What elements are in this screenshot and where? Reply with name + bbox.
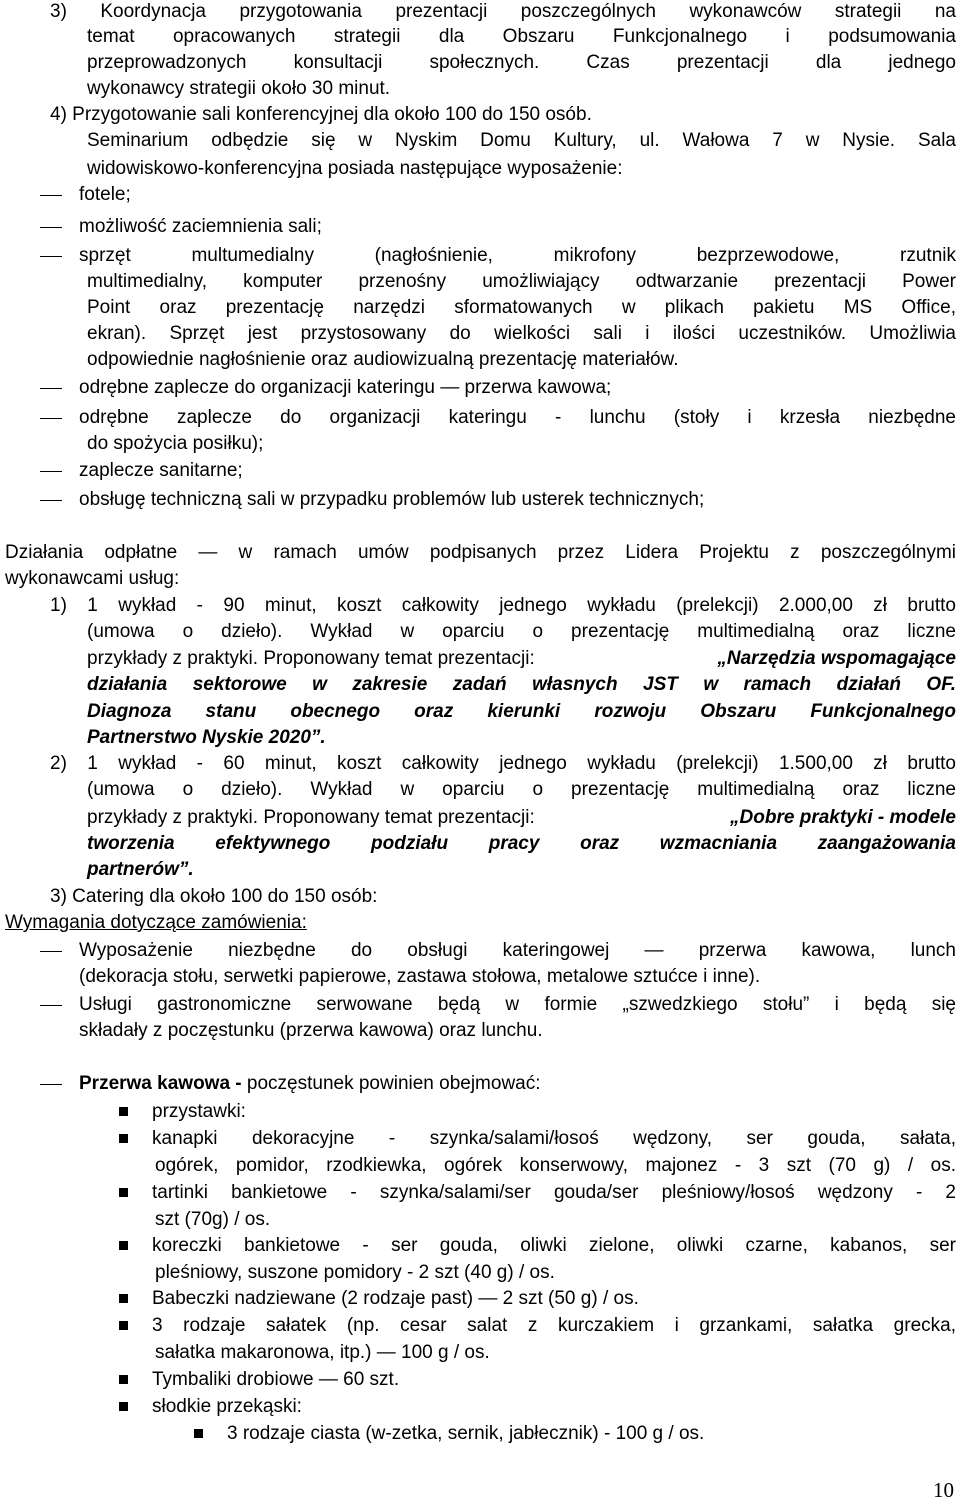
square-bullet [119, 1107, 128, 1116]
dash-bullet [40, 256, 62, 257]
lecture-1-line-2: (umowa o dzieło). Wykład w oparciu o prezentację multimedialną oraz liczne [87, 621, 956, 642]
lecture-2-line-3 [87, 805, 956, 831]
lecture-2-topic-start: „Dobre praktyki - modele [730, 807, 956, 828]
menu-subitem: 3 rodzaje ciasta (w-zetka, sernik, jabłecznik) - 100 g / os. [227, 1423, 705, 1444]
lecture-2-line-2: (umowa o dzieło). Wykład w oparciu o prezentację multimedialną oraz liczne [87, 779, 956, 800]
requirements-heading: Wymagania dotyczące zamówienia: [5, 912, 307, 933]
square-bullet [119, 1375, 128, 1384]
equipment-item: odrębne zaplecze do organizacji kateringu - lunchu (stoły i krzesła niezbędne [79, 407, 956, 428]
equipment-item: odrębne zaplecze do organizacji kateringu — przerwa kawowa; [79, 377, 612, 398]
equipment-item-cont: odpowiednie nagłośnienie oraz audiowizualną prezentację materiałów. [87, 349, 679, 370]
equipment-item-cont: multimedialny, komputer przenośny umożliwiający odtwarzanie prezentacji Power [87, 271, 956, 292]
dash-bullet [40, 951, 62, 952]
square-bullet [119, 1294, 128, 1303]
dash-bullet [40, 418, 62, 419]
coffee-break-label: Przerwa kawowa - [79, 1073, 242, 1094]
coffee-break-line [79, 1071, 541, 1097]
requirement-item-cont: (dekoracja stołu, serwetki papierowe, zastawa stołowa, metalowe sztućce i inne). [79, 966, 761, 987]
requirement-item: Wyposażenie niezbędne do obsługi kateringowej — przerwa kawowa, lunch [79, 940, 956, 961]
equipment-item: obsługę techniczną sali w przypadku problemów lub usterek technicznych; [79, 489, 705, 510]
lecture-1-line-3 [87, 646, 956, 672]
lecture-1-intro: przykłady z praktyki. Proponowany temat prezentacji: [87, 648, 535, 669]
square-bullet [119, 1134, 128, 1143]
menu-item-cont: ogórek, pomidor, rzodkiewka, ogórek konserwowy, majonez - 3 szt (70 g) / os. [155, 1155, 956, 1176]
lecture-1-line-1: 1) 1 wykład - 90 minut, koszt całkowity jednego wykładu (prelekcji) 2.000,00 zł brutto [50, 595, 956, 616]
square-bullet [119, 1321, 128, 1330]
dash-bullet [40, 388, 62, 389]
item-3-line-3: przeprowadzonych konsultacji społecznych. Czas prezentacji dla jednego [87, 52, 956, 73]
item-3-line-4: wykonawcy strategii około 30 minut. [87, 78, 391, 99]
square-bullet [119, 1188, 128, 1197]
lecture-1-topic: działania sektorowe w zakresie zadań własnych JST w ramach działań OF. [87, 674, 956, 695]
menu-item: Tymbaliki drobiowe — 60 szt. [152, 1369, 400, 1390]
item-4-line-3: widowiskowo-konferencyjna posiada następujące wyposażenie: [87, 158, 623, 179]
menu-item: przystawki: [152, 1101, 246, 1122]
square-bullet [119, 1241, 128, 1250]
item-4-line-1: 4) Przygotowanie sali konferencyjnej dla około 100 do 150 osób. [50, 104, 592, 125]
requirement-item-cont: składały z poczęstunku (przerwa kawowa) oraz lunchu. [79, 1020, 543, 1041]
item-3-line-1: 3) Koordynacja przygotowania prezentacji poszczególnych wykonawców strategii na [50, 1, 956, 22]
dash-bullet [40, 1084, 62, 1085]
equipment-item: zaplecze sanitarne; [79, 460, 243, 481]
square-bullet [119, 1402, 128, 1411]
lecture-1-topic-start: „Narzędzia wspomagające [717, 648, 956, 669]
equipment-item: fotele; [79, 184, 131, 205]
lecture-2-topic: partnerów”. [87, 859, 194, 880]
menu-item-cont: szt (70g) / os. [155, 1209, 271, 1230]
paid-intro-line-1: Działania odpłatne — w ramach umów podpisanych przez Lidera Projektu z poszczególnymi [5, 542, 956, 563]
item-4-line-2: Seminarium odbędzie się w Nyskim Domu Kultury, ul. Wałowa 7 w Nysie. Sala [87, 130, 956, 151]
equipment-item-cont: do spożycia posiłku); [87, 433, 264, 454]
dash-bullet [40, 195, 62, 196]
menu-item: 3 rodzaje sałatek (np. cesar salat z kurczakiem i grzankami, sałatka grecka, [152, 1315, 956, 1336]
menu-item: kanapki dekoracyjne - szynka/salami/łosoś wędzony, ser gouda, sałata, [152, 1128, 956, 1149]
lecture-1-topic: Diagnoza stanu obecnego oraz kierunki rozwoju Obszaru Funkcjonalnego [87, 701, 956, 722]
lecture-2-intro: przykłady z praktyki. Proponowany temat prezentacji: [87, 807, 535, 828]
equipment-item-cont: ekran). Sprzęt jest przystosowany do wielkości sali i ilości uczestników. Umożliwia [87, 323, 956, 344]
menu-item-cont: pleśniowy, suszone pomidory - 2 szt (40 g) / os. [155, 1262, 555, 1283]
paid-intro-line-2: wykonawcami usług: [5, 568, 180, 589]
square-bullet-nested [194, 1429, 203, 1438]
requirement-item: Usługi gastronomiczne serwowane będą w formie „szwedzkiego stołu” i będą się [79, 994, 956, 1015]
equipment-item: sprzęt multumedialny (nagłośnienie, mikrofony bezprzewodowe, rzutnik [79, 245, 956, 266]
catering-item: 3) Catering dla około 100 do 150 osób: [50, 886, 378, 907]
menu-item: tartinki bankietowe - szynka/salami/ser gouda/ser pleśniowy/łosoś wędzony - 2 [152, 1182, 956, 1203]
menu-item: słodkie przekąski: [152, 1396, 302, 1417]
menu-item-cont: sałatka makaronowa, itp.) — 100 g / os. [155, 1342, 490, 1363]
dash-bullet [40, 1005, 62, 1006]
dash-bullet [40, 227, 62, 228]
page-number: 10 [933, 1478, 954, 1502]
menu-item: Babeczki nadziewane (2 rodzaje past) — 2 szt (50 g) / os. [152, 1288, 639, 1309]
coffee-break-text: poczęstunek powinien obejmować: [241, 1073, 541, 1094]
item-3-line-2: temat opracowanych strategii dla Obszaru Funkcjonalnego i podsumowania [87, 26, 956, 47]
equipment-item: możliwość zaciemnienia sali; [79, 216, 322, 237]
lecture-2-line-1: 2) 1 wykład - 60 minut, koszt całkowity jednego wykładu (prelekcji) 1.500,00 zł brutto [50, 753, 956, 774]
lecture-2-topic: tworzenia efektywnego podziału pracy oraz wzmacniania zaangażowania [87, 833, 956, 854]
equipment-item-cont: Point oraz prezentację narzędzi sformatowanych w plikach pakietu MS Office, [87, 297, 956, 318]
dash-bullet [40, 500, 62, 501]
menu-item: koreczki bankietowe - ser gouda, oliwki zielone, oliwki czarne, kabanos, ser [152, 1235, 956, 1256]
lecture-1-topic: Partnerstwo Nyskie 2020”. [87, 727, 326, 748]
dash-bullet [40, 471, 62, 472]
